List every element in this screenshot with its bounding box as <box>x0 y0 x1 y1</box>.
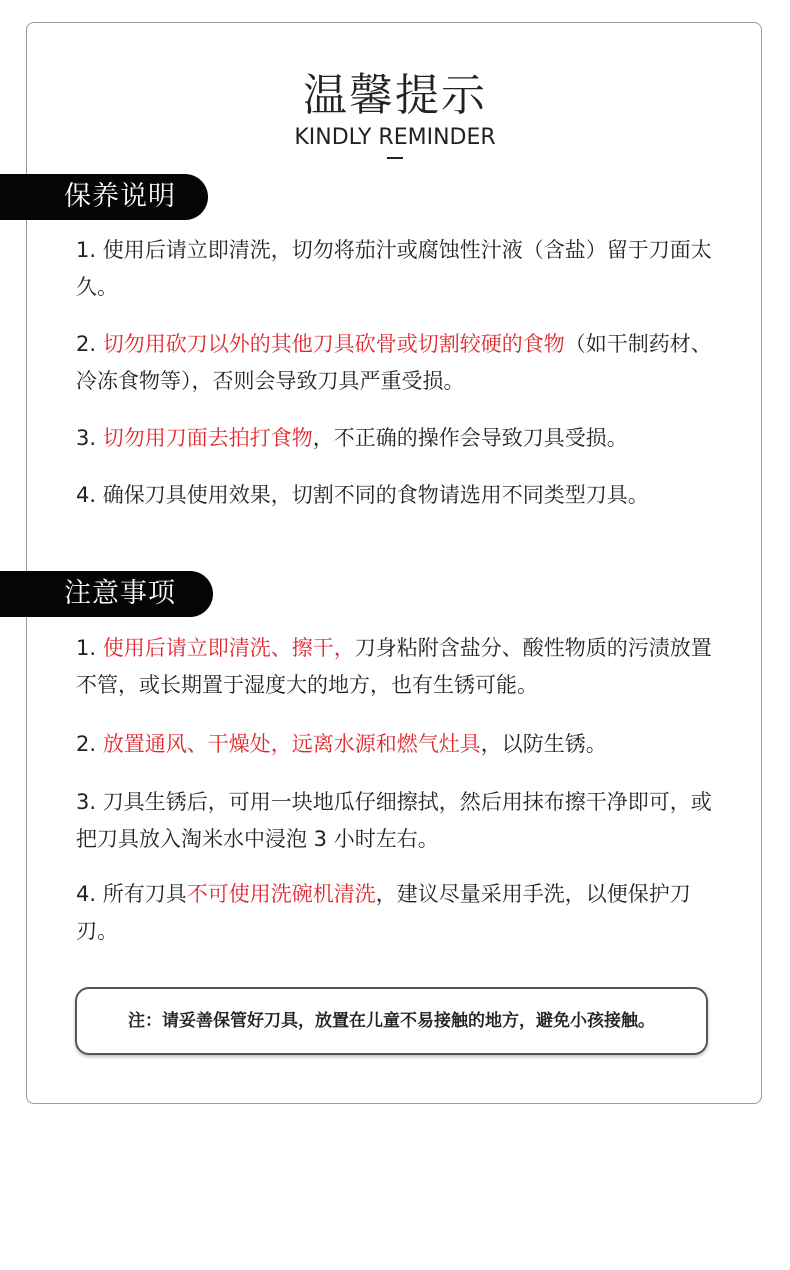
notes-item-4 <box>76 876 726 950</box>
care-item-4-text: 确保刀具使用效果，切割不同的食物请选用不同类型刀具。 <box>102 483 649 507</box>
care-item-1-text: 使用后请立即清洗，切勿将茄汁或腐蚀性汁液（含盐）留于刀面太久。 <box>76 238 712 299</box>
notes-item-1-highlight: 使用后请立即清洗、擦干， <box>102 636 355 660</box>
notes-item-3 <box>76 784 726 858</box>
care-item-2-prefix: 2. <box>76 332 103 356</box>
page-title: 温馨提示 <box>303 70 487 121</box>
care-item-3 <box>76 420 726 457</box>
child-safety-notice: 注：请妥善保管好刀具，放置在儿童不易接触的地方，避免小孩接触。 <box>75 987 708 1055</box>
care-item-3-highlight: 切勿用刀面去拍打食物 <box>102 426 313 450</box>
notes-item-4-prefix: 4. 所有刀具 <box>76 882 187 906</box>
care-item-4 <box>76 477 726 514</box>
notes-item-1-text: 刀身粘附含盐分、酸性物质的污渍放置不管，或长期置于湿度大的地方，也有生锈可能。 <box>76 636 712 697</box>
care-item-3-text: ，不正确的操作会导致刀具受损。 <box>312 426 628 450</box>
care-item-2-highlight: 切勿用砍刀以外的其他刀具砍骨或切割较硬的食物 <box>102 332 565 356</box>
care-item-1 <box>76 232 726 306</box>
page-subtitle: KINDLY REMINDER <box>294 125 496 150</box>
care-item-2 <box>76 326 726 400</box>
notes-item-2-text: ，以防生锈。 <box>480 732 607 756</box>
care-item-3-prefix: 3. <box>76 426 103 450</box>
title-divider <box>387 157 403 159</box>
notes-item-2 <box>76 726 726 763</box>
notes-item-1 <box>76 630 726 704</box>
care-item-1-prefix: 1. <box>76 238 103 262</box>
section-heading-notes: 注意事项 <box>0 571 213 617</box>
notes-item-1-prefix: 1. <box>76 636 103 660</box>
notes-item-3-text: 刀具生锈后，可用一块地瓜仔细擦拭，然后用抹布擦干净即可，或把刀具放入淘米水中浸泡 3 小时左右。 <box>76 790 712 851</box>
notes-item-2-prefix: 2. <box>76 732 103 756</box>
section-heading-care: 保养说明 <box>0 174 208 220</box>
notes-item-3-prefix: 3. <box>76 790 103 814</box>
care-item-4-prefix: 4. <box>76 483 103 507</box>
notes-item-4-highlight: 不可使用洗碗机清洗 <box>186 882 376 906</box>
notes-item-4-text: ，建议尽量采用手洗，以便保护刀刃。 <box>76 882 691 943</box>
notes-item-2-highlight: 放置通风、干燥处，远离水源和燃气灶具 <box>102 732 481 756</box>
care-item-2-text: （如干制药材、冷冻食物等），否则会导致刀具严重受损。 <box>76 332 712 393</box>
